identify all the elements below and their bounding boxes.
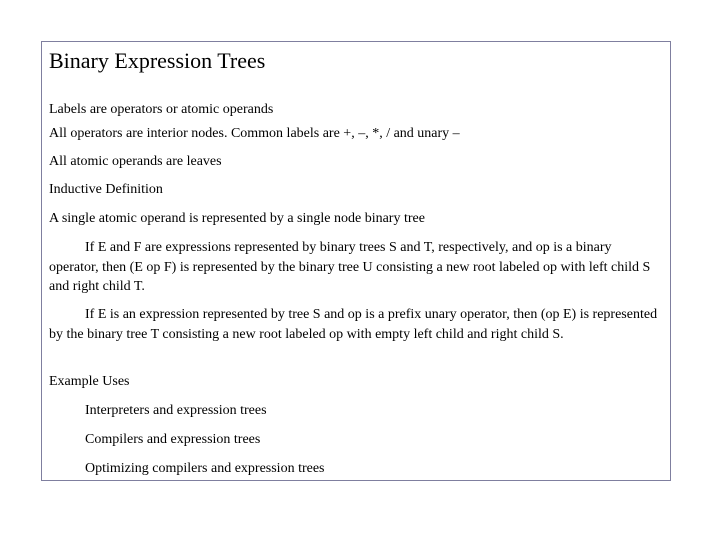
list-item-optimizing-compilers: Optimizing compilers and expression trees <box>85 461 325 476</box>
paragraph-unary-rule: If E is an expression represented by tree S and op is a prefix unary operator, then (op E) is represented by the binary tree T consisting a new root labeled op with empty left child and right child S. <box>49 307 658 342</box>
list-item-interpreters: Interpreters and expression trees <box>85 403 267 418</box>
text-single-operand: A single atomic operand is represented by a single node binary tree <box>49 211 425 226</box>
text-interior-nodes: All operators are interior nodes. Common labels are +, –, *, / and unary – <box>49 126 460 141</box>
text-leaves: All atomic operands are leaves <box>49 154 222 169</box>
heading-inductive-definition: Inductive Definition <box>49 182 163 197</box>
list-item-compilers: Compilers and expression trees <box>85 432 261 447</box>
page-title: Binary Expression Trees <box>49 48 266 73</box>
text-labels: Labels are operators or atomic operands <box>49 102 274 117</box>
heading-example-uses: Example Uses <box>49 374 130 389</box>
paragraph-binary-rule: If E and F are expressions represented by binary trees S and T, respectively, and op is a binary operator, then (E op F) is represented by the binary tree U consisting a new root labeled op with left child S and right child T. <box>49 240 651 294</box>
